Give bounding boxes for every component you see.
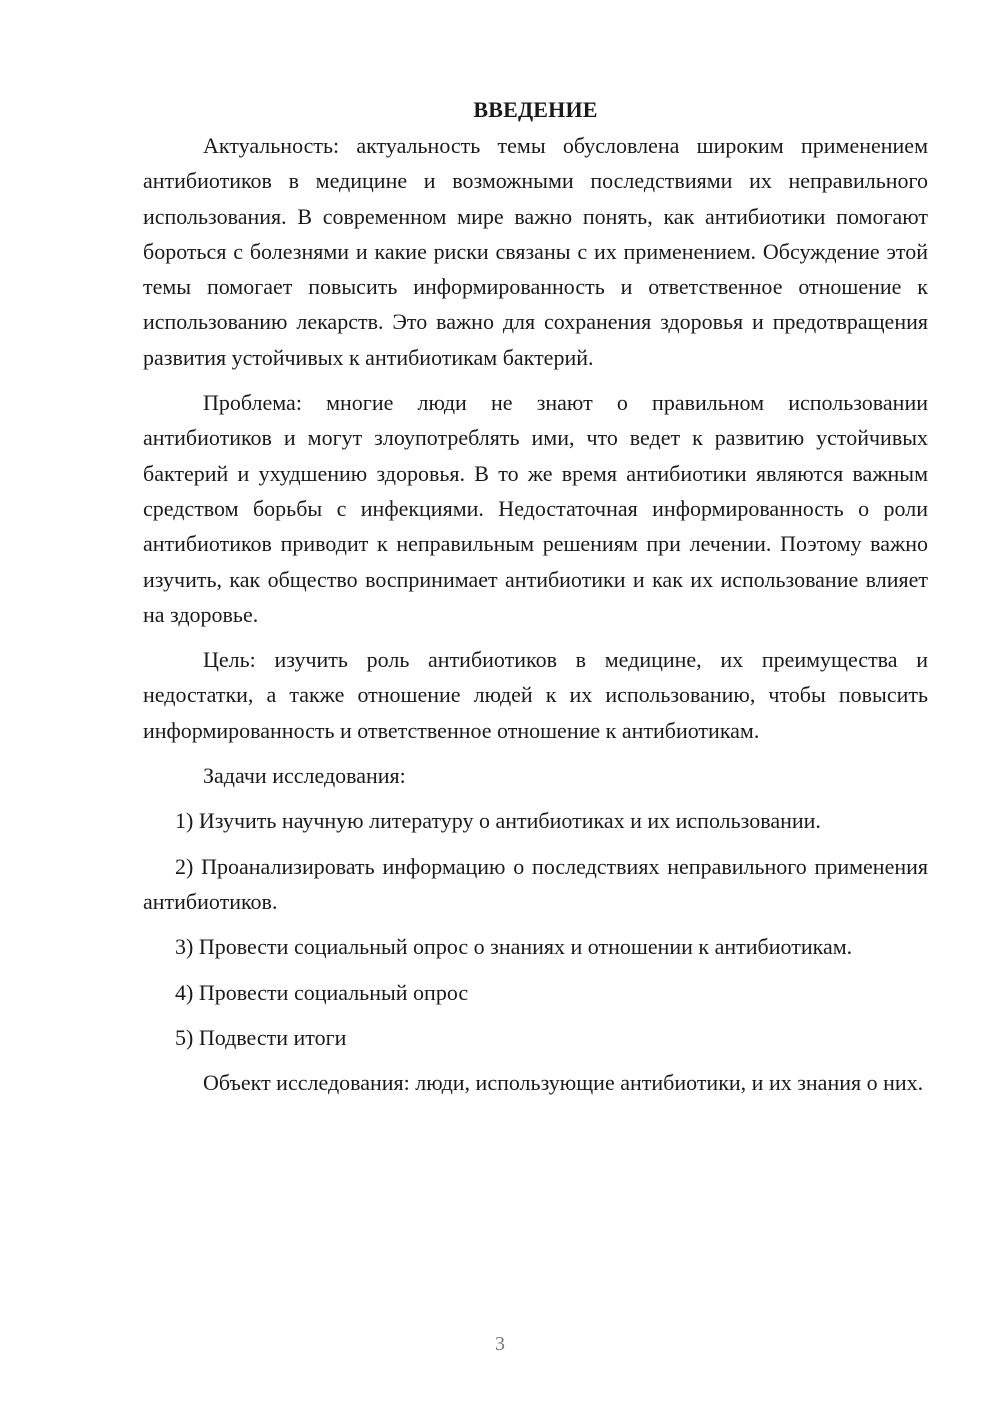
task-item-5: 5) Подвести итоги — [175, 1024, 347, 1050]
tasks-title: Задачи исследования: — [203, 763, 406, 789]
task-item-3: 3) Провести социальный опрос о знаниях и отношении к антибиотикам. — [175, 934, 853, 960]
document-page — [143, 92, 928, 1110]
task-item-1: 1) Изучить научную литературу о антибиотиках и их использовании. — [175, 808, 821, 834]
page-number: 3 — [495, 1333, 505, 1355]
object-paragraph: Объект исследования: люди, использующие антибиотики, и их знания о них. — [203, 1070, 924, 1096]
problem-paragraph: Проблема: многие люди не знают о правильном использовании антибиотиков и могут злоупотреблять ими, что ведет к развитию устойчивых бактерий и ухудшению здоровья. В то же время антибиотики являются важным средством борьбы с инфекциями. Недостаточная информированность о роли антибиотиков приводит к неправильным решениям при лечении. Поэтому важно изучить, как общество воспринимает антибиотики и как их использование влияет на здоровье. — [143, 390, 928, 627]
goal-paragraph: Цель: изучить роль антибиотиков в медицине, их преимущества и недостатки, а также отношение людей к их использованию, чтобы повысить информированность и ответственное отношение к антибиотикам. — [143, 647, 928, 743]
relevance-paragraph: Актуальность: актуальность темы обусловлена широким применением антибиотиков в медицине и возможными последствиями их неправильного использования. В современном мире важно понять, как антибиотики помогают бороться с болезнями и какие риски связаны с их применением. Обсуждение этой темы помогает повысить информированность и ответственное отношение к использованию лекарств. Это важно для сохранения здоровья и предотвращения развития устойчивых к антибиотикам бактерий. — [143, 133, 928, 370]
task-item-4: 4) Провести социальный опрос — [175, 979, 469, 1005]
section-heading: ВВЕДЕНИЕ — [473, 97, 598, 122]
task-item-2: 2) Проанализировать информацию о последствиях неправильного применения антибиотиков. — [143, 853, 928, 914]
